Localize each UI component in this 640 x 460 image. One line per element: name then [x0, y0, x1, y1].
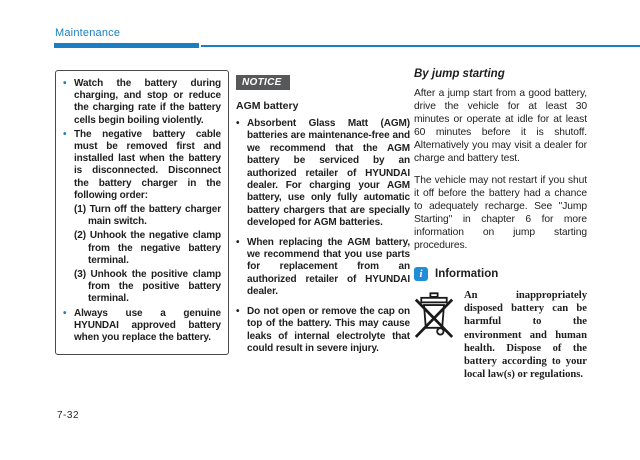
warning-box [55, 70, 229, 355]
bullet-icon: • [236, 305, 240, 317]
jump-paragraph: The vehicle may not restart if you shut it off before the battery had a chance to adequately recharge. See "Jump Starting" in chapter 6 for more information on jump starting procedures. [414, 175, 587, 251]
page-number: 7-32 [57, 410, 80, 421]
notice-badge: NOTICE [236, 75, 290, 90]
warning-item-text: Watch the battery during charging, and stop or reduce the charging rate if the battery cells begin boiling violently. [74, 78, 221, 126]
bullet-icon: • [63, 307, 67, 319]
substep-item: (3) Unhook the positive clamp from the positive battery terminal. [74, 269, 221, 305]
page-title: Maintenance [55, 27, 121, 39]
warning-item [63, 308, 221, 345]
notice-item [236, 237, 410, 299]
substep-item: (1) Turn off the battery charger main switch. [74, 204, 221, 228]
notice-column [236, 72, 410, 362]
notice-item [236, 306, 410, 356]
warning-substeps [74, 204, 221, 306]
substep-item: (2) Unhook the negative clamp from the negative battery terminal. [74, 230, 221, 266]
warning-item [63, 78, 221, 127]
info-icon: i [414, 267, 428, 281]
bullet-icon: • [236, 118, 240, 129]
information-text: An inappropriately disposed battery can be harmful to the environment and human health. Dispose of the battery according to your local law(s) or regulations. [464, 290, 587, 381]
warning-item-text: Always use a genuine HYUNDAI approved battery when you replace the battery. [74, 307, 221, 344]
notice-item-text: Absorbent Glass Matt (AGM) batteries are maintenance-free and we recommend that the AGM battery be serviced by an authorized retailer of HYUNDAI dealer. For charging your AGM battery, use only fully automatic battery chargers that are specially developed for AGM batteries. [247, 118, 410, 229]
crossed-out-wheelie-bin-icon [414, 291, 454, 341]
warning-item-text: The negative battery cable must be removed first and installed last when the battery is disconnected. Disconnect the battery charger in the following order: [74, 128, 221, 201]
notice-item-text: Do not open or remove the cap on top of the battery. This may cause leaks of internal electrolyte that could result in severe injury. [247, 305, 410, 354]
header-underline-bar [54, 43, 199, 48]
bullet-icon: • [236, 236, 240, 248]
warning-item [63, 129, 221, 306]
warning-column [55, 70, 229, 355]
notice-item-text: When replacing the AGM battery, we recommend that you use parts for replacement from an authorized retailer of HYUNDAI dealer. [247, 236, 410, 298]
jump-paragraph: After a jump start from a good battery, drive the vehicle for at least 30 minutes or operate at idle for at least 60 minutes before it is shutoff. Alternatively you may visit a dealer for charge and battery test. [414, 88, 587, 164]
jump-starting-column [414, 68, 587, 381]
information-header [414, 267, 587, 281]
jump-starting-heading: By jump starting [414, 68, 505, 80]
information-block [414, 289, 587, 381]
bullet-icon: • [63, 78, 67, 89]
agm-battery-heading: AGM battery [236, 100, 299, 112]
bullet-icon: • [63, 128, 67, 140]
information-heading: Information [435, 268, 499, 280]
notice-item [236, 118, 410, 230]
header-rule-line [201, 45, 640, 47]
